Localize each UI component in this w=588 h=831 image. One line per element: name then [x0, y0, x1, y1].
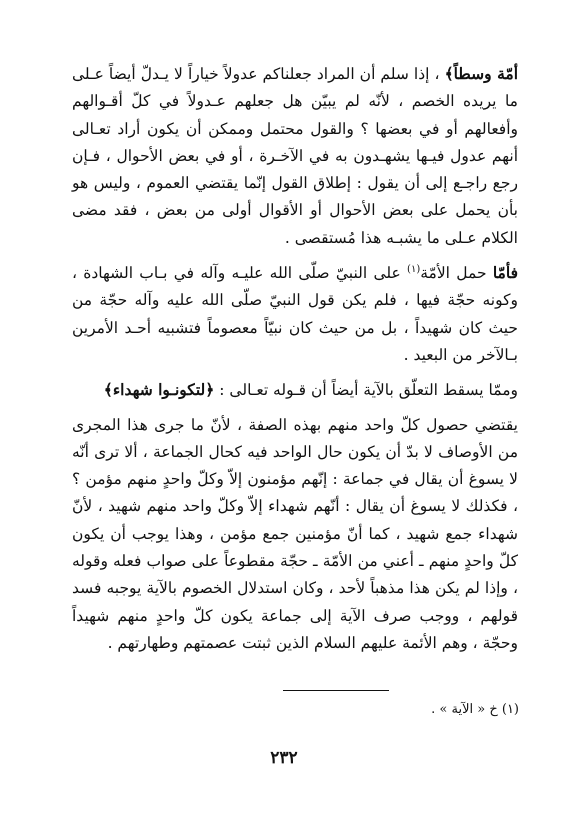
- paragraph-3-text: وممّا يسقط التعلّق بالآية أيضاً أن قـوله تعـالى :: [219, 381, 518, 400]
- main-text: [72, 60, 518, 657]
- quranic-quote: ﴿لتكونـوا شهداء﴾: [103, 380, 215, 400]
- paragraph-1-lead: أمّة وسطاً﴾: [444, 64, 518, 83]
- paragraph-2-text: على النبيّ صلّى الله عليـه وآله في بـاب الشهادة ، وكونه حجّة فيها ، فلم يكن قول النبيّ صلّى الله عليه وآله حجّة من حيث كان شهيداً ، بل من حيث كان نبيّاً معصوماً فتشبيه أحـد الأمرين بـالآخر من البعيد .: [72, 264, 518, 364]
- footnote-reference: (١): [407, 263, 421, 275]
- paragraph-1: [72, 60, 518, 252]
- paragraph-2-lead: فأمّا: [492, 263, 518, 283]
- paragraph-2-phrase: حمل الأمّة: [420, 264, 487, 283]
- paragraph-2: [72, 259, 518, 369]
- paragraph-3: [72, 376, 518, 404]
- footnote-divider: [283, 690, 389, 691]
- paragraph-1-text: ، إذا سلم أن المراد جعلناكم عدولاً خياراً لا يـدلّ أيضاً عـلى ما يريده الخصم ، لأنّه لم يبيّن هل جعلهم عـدولاً في كلّ أقـوالهم وأفعالهم أو في بعضها ؟ والقول محتمل وممكن أن يكون أراد تعـالى أنهم عدول فيـها يشهـدون به في الآخـرة ، أو في بعض الأحوال ، فـإن رجع راجـع إلى أن يقول : إطلاق القول إنّما يقتضي العموم ، وليس هو بأن يحمل على بعض الأحوال أو الأقوال أولى من بعض ، فقد مضى الكلام عـلى ما يشبـه هذا مُستقصى .: [72, 65, 518, 247]
- footnote: (١) خ « الآية » .: [431, 702, 519, 717]
- paragraph-4-text: يقتضي حصول كلّ واحد منهم بهذه الصفة ، لأنّ ما جرى هذا المجرى من الأوصاف لا بدّ أن يكون حال الواحد فيه كحال الجماعة ، ألا ترى أنّه لا يسوغ أن يقال في جماعة : إنّهم مؤمنون إلاّ وكلّ واحدٍ منهم مؤمن ؟ ، فكذلك لا يسوغ أن يقال : أنّهم شهداء إلاّ وكلّ واحد منهم شهيد ، لأنّ شهداء جمع شهيد ، كما أنّ مؤمنين جمع مؤمن ، وهذا يوجب أن يكون كلّ واحدٍ منهم ـ أعني من الأمّة ـ حجّة مقطوعاً على صواب فعله وقوله ، وإذا لم يكن هذا مذهباً لأحد ، وكان استدلال الخصوم بالآية يوجبه فسد قولهم ، ووجب صرف الآية إلى جماعة يكون كلّ واحدٍ منهم شهيداً وحجّة ، وهم الأئمة عليهم السلام الذين ثبتت عصمتهم وطهارتهم .: [72, 415, 518, 652]
- paragraph-4: [72, 412, 518, 658]
- page-number: ٢٣٢: [270, 748, 298, 768]
